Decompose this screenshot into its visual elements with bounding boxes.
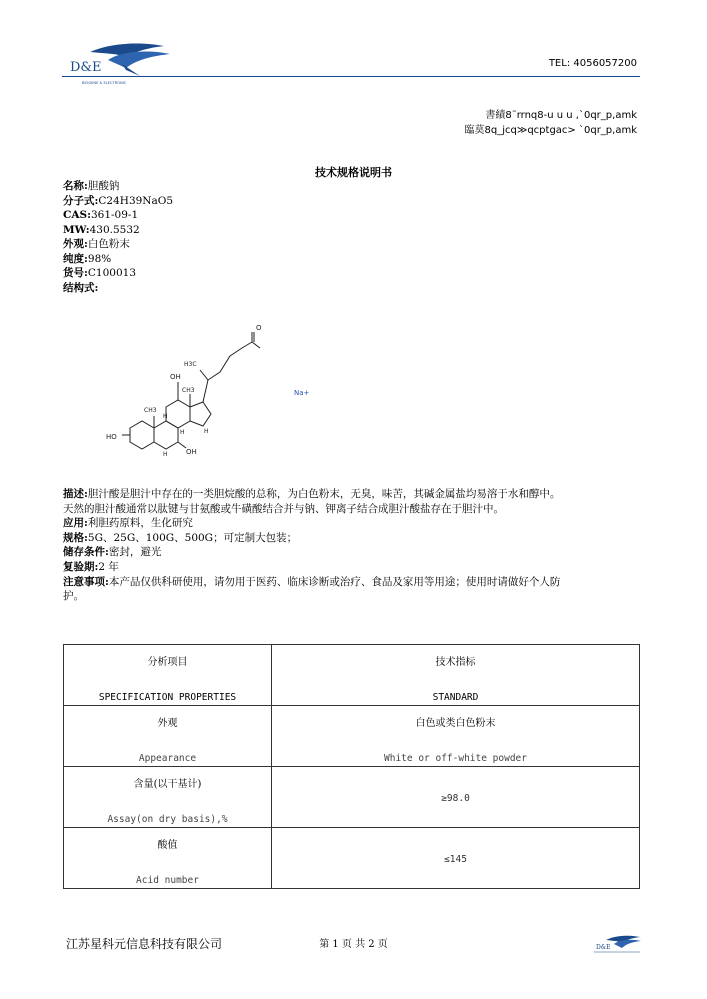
header-garbled-line-2: 臨莫8q_jcq≫qcptgac> `0qr_p,amk xyxy=(464,125,637,136)
footer-logo xyxy=(592,934,642,956)
notice-line: 注意事项:本产品仅供科研使用，请勿用于医药、临床诊断或治疗、食品及家用等用途；使用时请做好个人防 xyxy=(63,575,561,588)
notice-line-2: 护。 xyxy=(63,590,84,603)
retest-line: 复验期:2 年 xyxy=(63,560,119,573)
table-row: 含量(以干基计) Assay(on dry basis),% ≥98.0 xyxy=(64,767,640,828)
svg-text:D&E: D&E xyxy=(596,944,611,951)
sodium-ion-label: Na+ xyxy=(294,389,310,397)
spec-purity: 纯度:98% xyxy=(63,252,112,265)
svg-text:D&E: D&E xyxy=(70,60,102,75)
page-number: 第 1 页 共 2 页 xyxy=(319,939,388,950)
header-garbled-line-1: 書績8˜rrnq8-u u u ,`0qr_p,amk xyxy=(485,110,637,121)
spec-cas: CAS:361-09-1 xyxy=(63,209,139,221)
svg-text:H: H xyxy=(180,429,185,436)
table-row: 酸值 Acid number ≤145 xyxy=(64,828,640,889)
spec-catalog: 货号:C100013 xyxy=(63,267,137,279)
telephone: TEL: 4056057200 xyxy=(548,58,637,69)
table-row: 外观 Appearance 白色或类白色粉末 White or off-white powder xyxy=(64,706,640,767)
svg-text:OH: OH xyxy=(186,448,197,456)
document-title: 技术规格说明书 xyxy=(315,166,392,179)
table-header-row xyxy=(64,645,640,706)
application-line: 应用:利胆药原料，生化研究 xyxy=(63,517,193,530)
svg-text:O: O xyxy=(256,324,262,332)
header-cell-standard: 技术指标 STANDARD xyxy=(272,645,640,706)
spec-name: 名称:胆酸钠 xyxy=(63,180,120,192)
svg-text:CH3: CH3 xyxy=(144,407,157,414)
storage-line: 储存条件:密封，避光 xyxy=(63,546,162,559)
footer-company-name: 江苏星科元信息科技有限公司 xyxy=(66,937,223,951)
svg-text:H: H xyxy=(204,428,209,435)
header-rule xyxy=(62,76,640,77)
description-line-1: 描述:胆汁酸是胆汁中存在的一类胆烷酸的总称，为白色粉末，无臭，味苦，其碱金属盐均易溶于水和醇中。 xyxy=(63,488,561,500)
packaging-line: 规格:5G、25G、100G、500G；可定制大包装； xyxy=(63,531,298,544)
svg-text:HO: HO xyxy=(106,433,117,441)
description-line-2: 天然的胆汁酸通常以肽键与甘氨酸或牛磺酸结合并与钠、钾离子结合成胆汁酸盐存在于胆汁中。 xyxy=(63,502,504,515)
header-cell-properties: 分析项目 SPECIFICATION PROPERTIES xyxy=(64,645,272,706)
specification-table xyxy=(63,644,640,889)
svg-text:H3C: H3C xyxy=(184,361,197,368)
svg-text:BIOGENE & ELECTRONIC: BIOGENE & ELECTRONIC xyxy=(82,81,127,85)
svg-text:H: H xyxy=(163,413,168,420)
spec-structure: 结构式: xyxy=(63,281,99,294)
spec-formula: 分子式:C24H39NaO5 xyxy=(63,194,174,207)
company-logo xyxy=(62,40,172,86)
svg-text:H: H xyxy=(163,451,168,458)
description-block xyxy=(63,487,643,604)
svg-text:OH: OH xyxy=(170,373,181,381)
spec-appearance: 外观:白色粉末 xyxy=(63,238,130,250)
svg-text:CH3: CH3 xyxy=(182,387,195,394)
spec-mw: MW:430.5532 xyxy=(63,223,140,236)
